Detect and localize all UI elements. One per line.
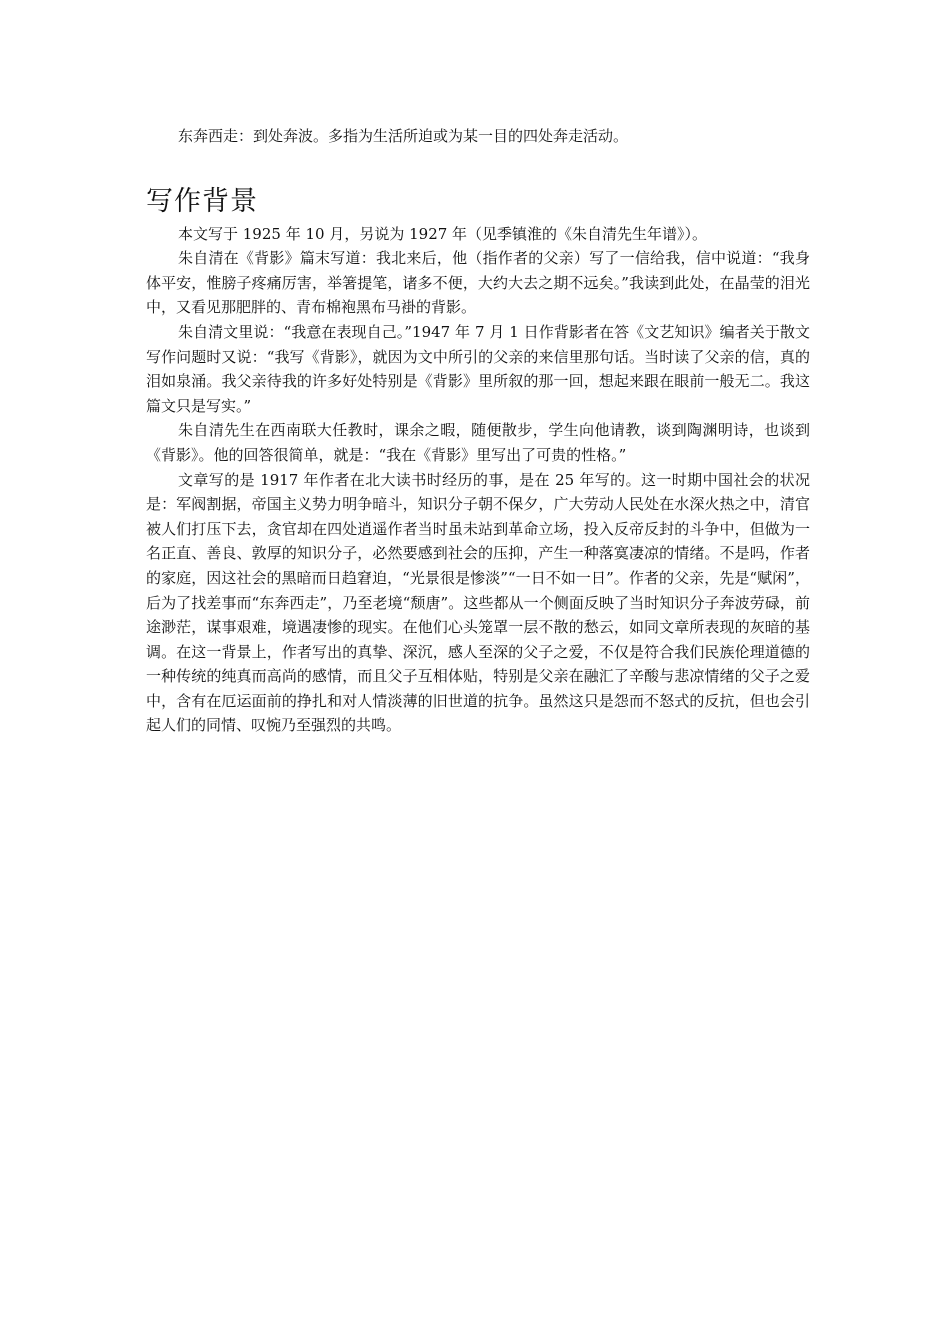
body-paragraph-3: 朱自清文里说：“我意在表现自己。”1947 年 7 月 1 日作背影者在答《文艺知识》编者关于散文写作问题时又说：“我写《背影》，就因为文中所引的父亲的来信里那句话。当时读了父亲的信，真的泪如泉涌。我父亲待我的许多好处特别是《背影》里所叙的那一回，想起来跟在眼前一般无二。我这篇文只是写实。” <box>146 322 810 415</box>
definition-paragraph: 东奔西走：到处奔波。多指为生活所迫或为某一目的四处奔走活动。 <box>178 127 629 145</box>
body-paragraph-2: 朱自清在《背影》篇末写道：我北来后，他（指作者的父亲）写了一信给我，信中说道：“我身体平安，惟膀子疼痛厉害，举箸提笔，诸多不便，大约大去之期不远矣。”我读到此处，在晶莹的泪光中，又看见那肥胖的、青布棉袍黑布马褂的背影。 <box>146 249 810 317</box>
document-page <box>146 124 810 738</box>
body-paragraph-4: 朱自清先生在西南联大任教时，课余之暇，随便散步，学生向他请教，谈到陶渊明诗，也谈到《背影》。他的回答很简单，就是：“我在《背影》里写出了可贵的性格。” <box>146 421 810 464</box>
section-heading: 写作背景 <box>146 185 258 217</box>
body-paragraph-1: 本文写于 1925 年 10 月，另说为 1927 年（见季镇淮的《朱自清先生年谱》）。 <box>178 224 708 243</box>
body-paragraph-5: 文章写的是 1917 年作者在北大读书时经历的事，是在 25 年写的。这一时期中国社会的状况是：军阀割据，帝国主义势力明争暗斗，知识分子朝不保夕，广大劳动人民处在水深火热之中，清官被人们打压下去，贪官却在四处逍遥作者当时虽未站到革命立场，投入反帝反封的斗争中，但做为一名正直、善良、敦厚的知识分子，必然要感到社会的压抑，产生一种落寞凄凉的情绪。不是吗，作者的家庭，因这社会的黑暗而日趋窘迫，“光景很是惨淡”“一日不如一日”。作者的父亲，先是“赋闲”，后为了找差事而“东奔西走”，乃至老境“颓唐”。这些都从一个侧面反映了当时知识分子奔波劳碌，前途渺茫，谋事艰难，境遇凄惨的现实。在他们心头笼罩一层不散的愁云，如同文章所表现的灰暗的基调。在这一背景上，作者写出的真挚、深沉，感人至深的父子之爱，不仅是符合我们民族伦理道德的一种传统的纯真而高尚的感情，而且父子互相体贴，特别是父亲在融汇了辛酸与悲凉情绪的父子之爱中，含有在厄运面前的挣扎和对人情淡薄的旧世道的抗争。虽然这只是怨而不怒式的反抗，但也会引起人们的同情、叹惋乃至强烈的共鸣。 <box>146 470 810 735</box>
